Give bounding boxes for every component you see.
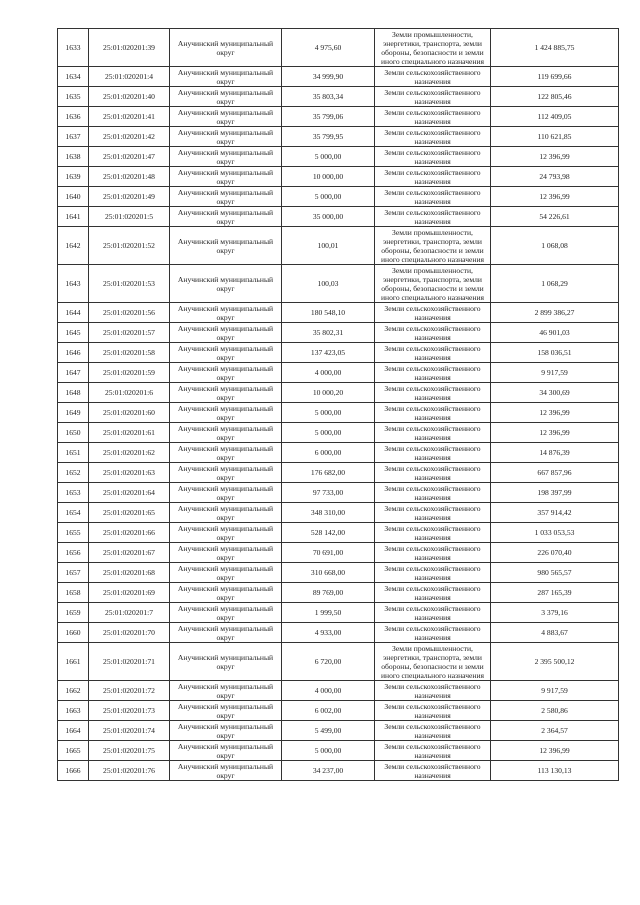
land-category-cell: Земли промышленности, энергетики, транспорта, земли обороны, безопасности и земли иного специального назначения [375,265,491,303]
row-number-cell: 1639 [58,167,89,187]
table-row [58,107,619,127]
cadastral-number-cell: 25:01:020201:53 [89,265,170,303]
table-row [58,265,619,303]
land-category-cell: Земли сельскохозяйственного назначения [375,187,491,207]
row-number-cell: 1633 [58,29,89,67]
land-area-cell: 4 975,60 [282,29,375,67]
land-category-cell: Земли сельскохозяйственного назначения [375,167,491,187]
land-category-cell: Земли сельскохозяйственного назначения [375,543,491,563]
land-category-cell: Земли промышленности, энергетики, транспорта, земли обороны, безопасности и земли иного специального назначения [375,643,491,681]
cadastral-value-cell: 9 917,59 [491,363,619,383]
land-area-cell: 100,01 [282,227,375,265]
cadastral-value-cell: 2 364,57 [491,721,619,741]
land-category-cell: Земли сельскохозяйственного назначения [375,147,491,167]
land-area-cell: 34 237,00 [282,761,375,781]
row-number-cell: 1651 [58,443,89,463]
row-number-cell: 1661 [58,643,89,681]
cadastral-value-cell: 12 396,99 [491,403,619,423]
owner-name-cell: Анучинский муниципальный округ [170,623,282,643]
table-row [58,463,619,483]
cadastral-value-cell: 226 070,40 [491,543,619,563]
owner-name-cell: Анучинский муниципальный округ [170,323,282,343]
land-category-cell: Земли сельскохозяйственного назначения [375,383,491,403]
row-number-cell: 1654 [58,503,89,523]
cadastral-value-cell: 667 857,96 [491,463,619,483]
land-area-cell: 4 933,00 [282,623,375,643]
land-area-cell: 5 000,00 [282,147,375,167]
cadastral-number-cell: 25:01:020201:47 [89,147,170,167]
land-category-cell: Земли сельскохозяйственного назначения [375,623,491,643]
row-number-cell: 1662 [58,681,89,701]
land-area-cell: 10 000,00 [282,167,375,187]
cadastral-value-cell: 12 396,99 [491,147,619,167]
owner-name-cell: Анучинский муниципальный округ [170,563,282,583]
cadastral-value-cell: 122 805,46 [491,87,619,107]
row-number-cell: 1650 [58,423,89,443]
cadastral-number-cell: 25:01:020201:70 [89,623,170,643]
table-row [58,603,619,623]
land-category-cell: Земли сельскохозяйственного назначения [375,721,491,741]
cadastral-number-cell: 25:01:020201:59 [89,363,170,383]
land-area-cell: 35 000,00 [282,207,375,227]
cadastral-value-cell: 46 901,03 [491,323,619,343]
table-row [58,761,619,781]
row-number-cell: 1660 [58,623,89,643]
cadastral-value-cell: 2 580,86 [491,701,619,721]
table-row [58,623,619,643]
row-number-cell: 1635 [58,87,89,107]
table-row [58,227,619,265]
table-row [58,563,619,583]
owner-name-cell: Анучинский муниципальный округ [170,443,282,463]
owner-name-cell: Анучинский муниципальный округ [170,483,282,503]
cadastral-number-cell: 25:01:020201:58 [89,343,170,363]
land-category-cell: Земли сельскохозяйственного назначения [375,363,491,383]
row-number-cell: 1637 [58,127,89,147]
land-category-cell: Земли сельскохозяйственного назначения [375,701,491,721]
cadastral-number-cell: 25:01:020201:57 [89,323,170,343]
land-area-cell: 176 682,00 [282,463,375,483]
land-category-cell: Земли сельскохозяйственного назначения [375,403,491,423]
owner-name-cell: Анучинский муниципальный округ [170,227,282,265]
land-area-cell: 6 720,00 [282,643,375,681]
cadastral-number-cell: 25:01:020201:75 [89,741,170,761]
owner-name-cell: Анучинский муниципальный округ [170,87,282,107]
owner-name-cell: Анучинский муниципальный округ [170,303,282,323]
table-row [58,741,619,761]
owner-name-cell: Анучинский муниципальный округ [170,265,282,303]
cadastral-number-cell: 25:01:020201:61 [89,423,170,443]
row-number-cell: 1658 [58,583,89,603]
owner-name-cell: Анучинский муниципальный округ [170,643,282,681]
row-number-cell: 1640 [58,187,89,207]
land-area-cell: 5 000,00 [282,403,375,423]
table-row [58,147,619,167]
land-area-cell: 1 999,50 [282,603,375,623]
owner-name-cell: Анучинский муниципальный округ [170,543,282,563]
cadastral-value-cell: 14 876,39 [491,443,619,463]
table-row [58,423,619,443]
owner-name-cell: Анучинский муниципальный округ [170,503,282,523]
row-number-cell: 1634 [58,67,89,87]
row-number-cell: 1666 [58,761,89,781]
cadastral-number-cell: 25:01:020201:42 [89,127,170,147]
cadastral-number-cell: 25:01:020201:71 [89,643,170,681]
table-row [58,503,619,523]
table-row [58,443,619,463]
land-category-cell: Земли сельскохозяйственного назначения [375,303,491,323]
table-row [58,363,619,383]
table-row [58,721,619,741]
cadastral-value-cell: 4 883,67 [491,623,619,643]
land-category-cell: Земли сельскохозяйственного назначения [375,423,491,443]
land-category-cell: Земли сельскохозяйственного назначения [375,67,491,87]
land-area-cell: 10 000,20 [282,383,375,403]
land-category-cell: Земли сельскохозяйственного назначения [375,563,491,583]
cadastral-number-cell: 25:01:020201:40 [89,87,170,107]
row-number-cell: 1647 [58,363,89,383]
cadastral-number-cell: 25:01:020201:64 [89,483,170,503]
cadastral-number-cell: 25:01:020201:63 [89,463,170,483]
land-category-cell: Земли сельскохозяйственного назначения [375,483,491,503]
cadastral-value-cell: 1 068,29 [491,265,619,303]
owner-name-cell: Анучинский муниципальный округ [170,167,282,187]
cadastral-value-cell: 1 424 885,75 [491,29,619,67]
land-area-cell: 137 423,05 [282,343,375,363]
cadastral-value-cell: 110 621,85 [491,127,619,147]
owner-name-cell: Анучинский муниципальный округ [170,701,282,721]
cadastral-number-cell: 25:01:020201:39 [89,29,170,67]
land-area-cell: 35 799,06 [282,107,375,127]
land-area-cell: 5 000,00 [282,741,375,761]
cadastral-number-cell: 25:01:020201:52 [89,227,170,265]
land-area-cell: 35 803,34 [282,87,375,107]
cadastral-number-cell: 25:01:020201:67 [89,543,170,563]
row-number-cell: 1665 [58,741,89,761]
owner-name-cell: Анучинский муниципальный округ [170,343,282,363]
cadastral-number-cell: 25:01:020201:69 [89,583,170,603]
owner-name-cell: Анучинский муниципальный округ [170,383,282,403]
land-area-cell: 70 691,00 [282,543,375,563]
owner-name-cell: Анучинский муниципальный округ [170,187,282,207]
cadastral-value-cell: 1 033 053,53 [491,523,619,543]
cadastral-number-cell: 25:01:020201:48 [89,167,170,187]
owner-name-cell: Анучинский муниципальный округ [170,721,282,741]
cadastral-number-cell: 25:01:020201:41 [89,107,170,127]
owner-name-cell: Анучинский муниципальный округ [170,463,282,483]
owner-name-cell: Анучинский муниципальный округ [170,403,282,423]
land-category-cell: Земли сельскохозяйственного назначения [375,523,491,543]
table-row [58,701,619,721]
cadastral-value-cell: 198 397,99 [491,483,619,503]
row-number-cell: 1638 [58,147,89,167]
cadastral-value-cell: 112 409,05 [491,107,619,127]
row-number-cell: 1659 [58,603,89,623]
land-area-cell: 528 142,00 [282,523,375,543]
owner-name-cell: Анучинский муниципальный округ [170,761,282,781]
land-area-cell: 100,03 [282,265,375,303]
cadastral-value-cell: 113 130,13 [491,761,619,781]
cadastral-value-cell: 2 395 500,12 [491,643,619,681]
land-category-cell: Земли сельскохозяйственного назначения [375,107,491,127]
land-category-cell: Земли сельскохозяйственного назначения [375,741,491,761]
row-number-cell: 1648 [58,383,89,403]
cadastral-number-cell: 25:01:020201:68 [89,563,170,583]
cadastral-value-cell: 2 899 386,27 [491,303,619,323]
land-area-cell: 180 548,10 [282,303,375,323]
cadastral-number-cell: 25:01:020201:72 [89,681,170,701]
land-category-cell: Земли сельскохозяйственного назначения [375,207,491,227]
table-row [58,643,619,681]
land-area-cell: 97 733,00 [282,483,375,503]
land-area-cell: 5 000,00 [282,187,375,207]
cadastral-number-cell: 25:01:020201:66 [89,523,170,543]
cadastral-value-cell: 54 226,61 [491,207,619,227]
cadastral-value-cell: 12 396,99 [491,187,619,207]
cadastral-number-cell: 25:01:020201:49 [89,187,170,207]
land-category-cell: Земли сельскохозяйственного назначения [375,681,491,701]
row-number-cell: 1663 [58,701,89,721]
land-area-cell: 35 799,95 [282,127,375,147]
row-number-cell: 1655 [58,523,89,543]
owner-name-cell: Анучинский муниципальный округ [170,583,282,603]
land-category-cell: Земли сельскохозяйственного назначения [375,343,491,363]
row-number-cell: 1643 [58,265,89,303]
land-area-cell: 4 000,00 [282,363,375,383]
land-category-cell: Земли сельскохозяйственного назначения [375,583,491,603]
cadastral-number-cell: 25:01:020201:5 [89,207,170,227]
cadastral-number-cell: 25:01:020201:65 [89,503,170,523]
cadastral-number-cell: 25:01:020201:60 [89,403,170,423]
table-row [58,523,619,543]
row-number-cell: 1641 [58,207,89,227]
land-category-cell: Земли сельскохозяйственного назначения [375,127,491,147]
land-category-cell: Земли сельскохозяйственного назначения [375,603,491,623]
table-row [58,67,619,87]
table-row [58,383,619,403]
cadastral-number-cell: 25:01:020201:62 [89,443,170,463]
land-category-cell: Земли промышленности, энергетики, транспорта, земли обороны, безопасности и земли иного специального назначения [375,29,491,67]
land-area-cell: 34 999,90 [282,67,375,87]
cadastral-number-cell: 25:01:020201:74 [89,721,170,741]
land-category-cell: Земли сельскохозяйственного назначения [375,761,491,781]
land-area-cell: 310 668,00 [282,563,375,583]
owner-name-cell: Анучинский муниципальный округ [170,29,282,67]
land-category-cell: Земли сельскохозяйственного назначения [375,503,491,523]
table-row [58,127,619,147]
row-number-cell: 1645 [58,323,89,343]
cadastral-number-cell: 25:01:020201:6 [89,383,170,403]
cadastral-number-cell: 25:01:020201:7 [89,603,170,623]
land-category-cell: Земли промышленности, энергетики, транспорта, земли обороны, безопасности и земли иного специального назначения [375,227,491,265]
row-number-cell: 1664 [58,721,89,741]
table-row [58,87,619,107]
land-area-cell: 89 769,00 [282,583,375,603]
table-row [58,483,619,503]
row-number-cell: 1649 [58,403,89,423]
owner-name-cell: Анучинский муниципальный округ [170,741,282,761]
land-category-cell: Земли сельскохозяйственного назначения [375,463,491,483]
table-row [58,583,619,603]
row-number-cell: 1644 [58,303,89,323]
owner-name-cell: Анучинский муниципальный округ [170,423,282,443]
land-category-cell: Земли сельскохозяйственного назначения [375,443,491,463]
owner-name-cell: Анучинский муниципальный округ [170,681,282,701]
owner-name-cell: Анучинский муниципальный округ [170,147,282,167]
land-area-cell: 5 000,00 [282,423,375,443]
table-row [58,29,619,67]
row-number-cell: 1656 [58,543,89,563]
cadastral-value-cell: 3 379,16 [491,603,619,623]
land-area-cell: 6 002,00 [282,701,375,721]
owner-name-cell: Анучинский муниципальный округ [170,603,282,623]
cadastral-value-cell: 12 396,99 [491,741,619,761]
cadastral-value-cell: 980 565,57 [491,563,619,583]
cadastral-value-cell: 12 396,99 [491,423,619,443]
land-area-cell: 4 000,00 [282,681,375,701]
land-category-cell: Земли сельскохозяйственного назначения [375,323,491,343]
row-number-cell: 1653 [58,483,89,503]
owner-name-cell: Анучинский муниципальный округ [170,207,282,227]
row-number-cell: 1646 [58,343,89,363]
table-row [58,207,619,227]
land-area-cell: 6 000,00 [282,443,375,463]
land-area-cell: 5 499,00 [282,721,375,741]
table-body [58,29,619,781]
owner-name-cell: Анучинский муниципальный округ [170,107,282,127]
table-row [58,323,619,343]
cadastral-value-cell: 9 917,59 [491,681,619,701]
cadastral-number-cell: 25:01:020201:56 [89,303,170,323]
cadastral-value-cell: 34 300,69 [491,383,619,403]
cadastral-number-cell: 25:01:020201:76 [89,761,170,781]
land-area-cell: 35 802,31 [282,323,375,343]
owner-name-cell: Анучинский муниципальный округ [170,67,282,87]
cadastral-value-cell: 1 068,08 [491,227,619,265]
table-row [58,543,619,563]
table-row [58,681,619,701]
row-number-cell: 1636 [58,107,89,127]
cadastral-number-cell: 25:01:020201:4 [89,67,170,87]
row-number-cell: 1657 [58,563,89,583]
row-number-cell: 1642 [58,227,89,265]
owner-name-cell: Анучинский муниципальный округ [170,363,282,383]
table-row [58,403,619,423]
table-row [58,187,619,207]
owner-name-cell: Анучинский муниципальный округ [170,127,282,147]
land-area-cell: 348 310,00 [282,503,375,523]
cadastral-value-cell: 119 699,66 [491,67,619,87]
table-row [58,167,619,187]
table-row [58,303,619,323]
cadastral-value-cell: 357 914,42 [491,503,619,523]
cadastral-value-cell: 158 036,51 [491,343,619,363]
cadastral-value-cell: 24 793,98 [491,167,619,187]
owner-name-cell: Анучинский муниципальный округ [170,523,282,543]
table-row [58,343,619,363]
cadastral-value-cell: 287 165,39 [491,583,619,603]
cadastral-number-cell: 25:01:020201:73 [89,701,170,721]
land-category-cell: Земли сельскохозяйственного назначения [375,87,491,107]
land-registry-table [57,28,619,781]
row-number-cell: 1652 [58,463,89,483]
